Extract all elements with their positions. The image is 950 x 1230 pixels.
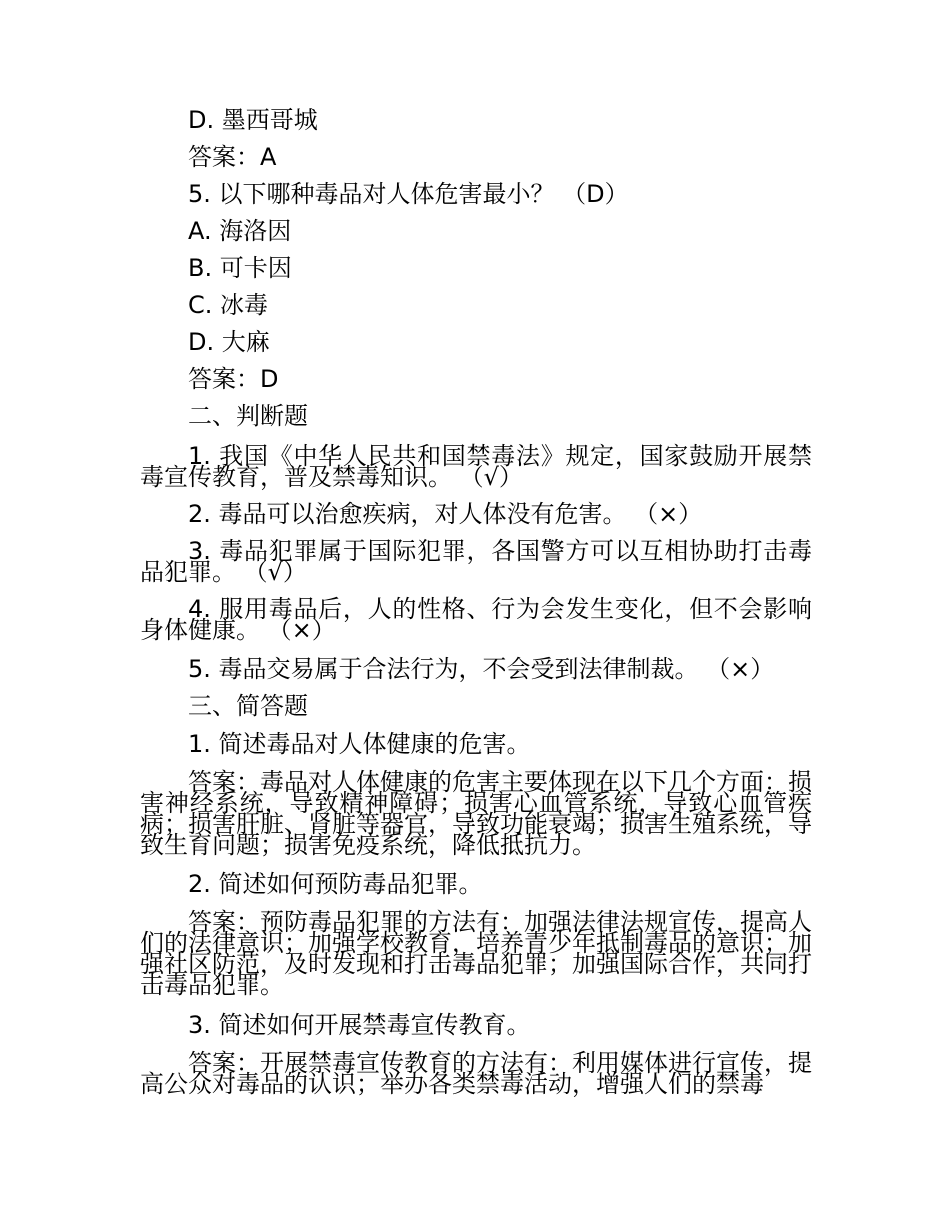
tf-statement-2: 2. 毒品可以治愈疾病，对人体没有危害。 （×） xyxy=(188,500,703,528)
tf-statement-3: 3. 毒品犯罪属于国际犯罪，各国警方可以互相协助打击毒品犯罪。 （√） xyxy=(140,537,812,586)
option-d-mexico-city: D. 墨西哥城 xyxy=(188,106,318,134)
tf-statement-1: 1. 我国《中华人民共和国禁毒法》规定，国家鼓励开展禁毒宣传教育，普及禁毒知识。 （√） xyxy=(140,442,812,491)
answer-q4: 答案：A xyxy=(188,143,277,171)
answer-q5: 答案：D xyxy=(188,365,279,393)
short-answer-3: 答案：开展禁毒宣传教育的方法有：利用媒体进行宣传，提高公众对毒品的认识；举办各类禁毒活动，增强人们的禁毒 xyxy=(140,1049,812,1098)
question-5: 5. 以下哪种毒品对人体危害最小？ （D） xyxy=(188,180,629,208)
option-d: D. 大麻 xyxy=(188,328,270,356)
section-heading-true-false: 二、判断题 xyxy=(188,402,308,430)
tf-statement-5: 5. 毒品交易属于合法行为，不会受到法律制裁。 （×） xyxy=(188,655,775,683)
short-question-2: 2. 简述如何预防毒品犯罪。 xyxy=(188,870,483,898)
short-answer-2: 答案：预防毒品犯罪的方法有：加强法律法规宣传，提高人们的法律意识；加强学校教育，培养青少年抵制毒品的意识；加强社区防范，及时发现和打击毒品犯罪；加强国际合作，共同打击毒品犯罪。 xyxy=(140,908,812,999)
section-heading-short-answer: 三、简答题 xyxy=(188,692,308,720)
option-a: A. 海洛因 xyxy=(188,217,292,245)
short-question-1: 1. 简述毒品对人体健康的危害。 xyxy=(188,730,531,758)
short-answer-1: 答案：毒品对人体健康的危害主要体现在以下几个方面：损害神经系统，导致精神障碍；损害心血管系统，导致心血管疾病；损害肝脏、肾脏等器官，导致功能衰竭；损害生殖系统，导致生育问题；损害免疫系统，降低抵抗力。 xyxy=(140,768,812,859)
short-question-3: 3. 简述如何开展禁毒宣传教育。 xyxy=(188,1011,531,1039)
option-b: B. 可卡因 xyxy=(188,254,292,282)
tf-statement-4: 4. 服用毒品后，人的性格、行为会发生变化，但不会影响身体健康。 （×） xyxy=(140,595,812,644)
option-c: C. 冰毒 xyxy=(188,291,269,319)
